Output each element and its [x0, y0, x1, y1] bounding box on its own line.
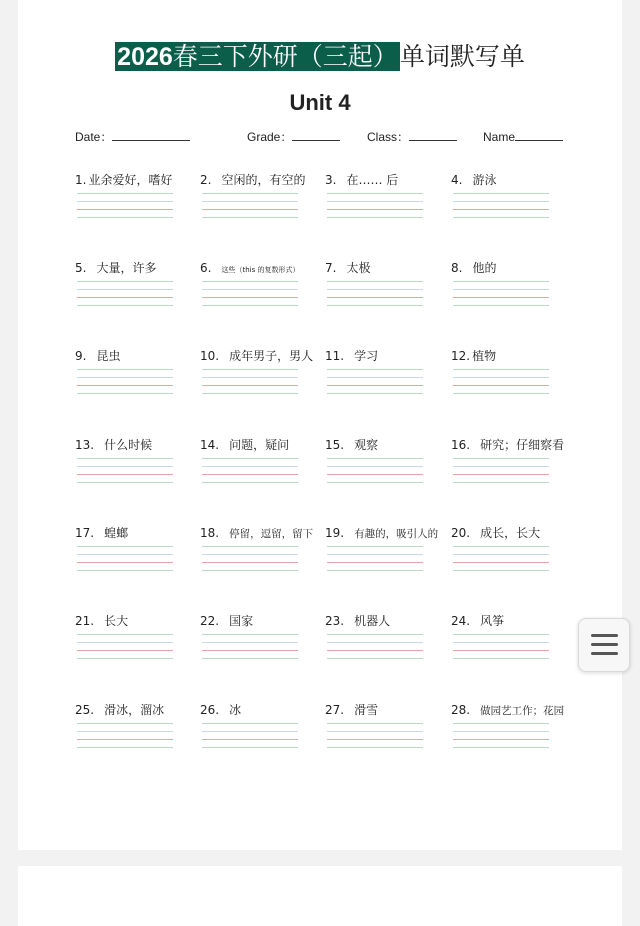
worksheet-page — [18, 0, 622, 850]
writing-line — [453, 739, 549, 740]
word-label — [451, 613, 504, 629]
writing-line — [453, 369, 549, 370]
writing-line — [77, 723, 173, 724]
word-item — [325, 437, 447, 497]
writing-line — [327, 385, 423, 386]
word-item — [200, 702, 322, 762]
word-item — [75, 172, 197, 232]
word-meaning: 停留，逗留，留下 — [229, 528, 314, 540]
writing-line — [453, 201, 549, 202]
word-label — [325, 613, 390, 629]
writing-line — [77, 201, 173, 202]
word-number: 17. — [75, 526, 95, 540]
writing-line — [453, 217, 549, 218]
word-item — [325, 172, 447, 232]
word-label — [451, 260, 496, 276]
writing-line — [202, 305, 298, 306]
word-label — [75, 172, 172, 188]
writing-line — [453, 723, 549, 724]
writing-line — [77, 193, 173, 194]
writing-line — [77, 474, 173, 475]
writing-line — [327, 377, 423, 378]
word-number: 28. — [451, 703, 471, 717]
writing-line — [453, 289, 549, 290]
writing-line — [453, 650, 549, 651]
writing-line — [202, 731, 298, 732]
title-highlight: 2026春三下外研（三起） — [117, 42, 398, 71]
writing-line — [453, 466, 549, 467]
writing-line — [327, 193, 423, 194]
writing-line — [453, 570, 549, 571]
word-label — [75, 702, 164, 718]
word-number: 23. — [325, 614, 345, 628]
writing-line — [202, 747, 298, 748]
writing-line — [327, 739, 423, 740]
writing-line — [327, 201, 423, 202]
writing-line — [77, 377, 173, 378]
hamburger-menu-icon[interactable] — [578, 618, 630, 672]
unit-heading: Unit 4 — [289, 90, 351, 115]
word-meaning: 问题，疑问 — [229, 438, 290, 452]
writing-line — [327, 209, 423, 210]
writing-line — [453, 377, 549, 378]
writing-line — [453, 458, 549, 459]
word-item — [75, 702, 197, 762]
word-label — [200, 260, 299, 278]
writing-line — [202, 474, 298, 475]
writing-line — [77, 562, 173, 563]
word-number: 19. — [325, 526, 345, 540]
word-item — [325, 260, 447, 320]
writing-line — [453, 209, 549, 210]
word-label — [200, 172, 305, 188]
writing-line — [327, 289, 423, 290]
writing-line — [453, 731, 549, 732]
writing-line — [77, 546, 173, 547]
word-item — [75, 437, 197, 497]
writing-line — [77, 466, 173, 467]
word-item — [200, 172, 322, 232]
word-meaning: 冰 — [229, 703, 242, 717]
writing-line — [202, 650, 298, 651]
writing-line — [453, 642, 549, 643]
writing-line — [453, 562, 549, 563]
writing-line — [77, 385, 173, 386]
worksheet-title — [18, 40, 622, 74]
word-label — [325, 525, 438, 542]
writing-line — [327, 281, 423, 282]
word-meaning: 在…… 后 — [346, 173, 399, 187]
writing-line — [202, 739, 298, 740]
word-number: 26. — [200, 703, 220, 717]
writing-line — [327, 474, 423, 475]
word-number: 24. — [451, 614, 471, 628]
word-number: 20. — [451, 526, 471, 540]
writing-line — [77, 482, 173, 483]
writing-line — [77, 642, 173, 643]
word-meaning: 昆虫 — [96, 349, 121, 363]
writing-line — [327, 546, 423, 547]
writing-line — [77, 458, 173, 459]
word-item — [75, 260, 197, 320]
word-number: 6. — [200, 261, 212, 275]
word-number: 14. — [200, 438, 220, 452]
word-number: 10. — [200, 349, 220, 363]
word-label — [200, 613, 253, 629]
word-number: 4. — [451, 173, 463, 187]
writing-line — [202, 570, 298, 571]
word-meaning: 国家 — [229, 614, 254, 628]
writing-line — [202, 193, 298, 194]
writing-line — [202, 281, 298, 282]
word-meaning: 什么时候 — [104, 438, 153, 452]
writing-line — [327, 747, 423, 748]
date-field: Date： — [75, 128, 190, 146]
word-item — [451, 348, 573, 408]
writing-line — [327, 393, 423, 394]
writing-line — [327, 305, 423, 306]
writing-line — [453, 554, 549, 555]
writing-line — [77, 297, 173, 298]
writing-line — [202, 658, 298, 659]
writing-line — [202, 217, 298, 218]
word-number: 11. — [325, 349, 345, 363]
writing-line — [77, 393, 173, 394]
writing-line — [202, 723, 298, 724]
writing-line — [453, 305, 549, 306]
writing-line — [327, 458, 423, 459]
word-meaning: 游泳 — [472, 173, 497, 187]
word-number: 1. — [75, 173, 87, 187]
writing-line — [202, 209, 298, 210]
word-label — [325, 348, 378, 364]
writing-line — [453, 482, 549, 483]
word-item — [451, 437, 573, 497]
word-item — [75, 348, 197, 408]
writing-line — [202, 377, 298, 378]
writing-line — [453, 658, 549, 659]
word-label — [200, 437, 289, 453]
writing-line — [327, 650, 423, 651]
word-meaning: 大量，许多 — [96, 261, 157, 275]
word-item — [200, 525, 322, 585]
word-number: 18. — [200, 526, 220, 540]
writing-line — [453, 634, 549, 635]
writing-line — [453, 297, 549, 298]
word-meaning: 学习 — [354, 349, 379, 363]
writing-line — [202, 289, 298, 290]
writing-line — [453, 385, 549, 386]
word-meaning: 滑雪 — [354, 703, 379, 717]
word-label — [325, 260, 370, 276]
writing-line — [453, 281, 549, 282]
writing-line — [202, 634, 298, 635]
word-number: 7. — [325, 261, 337, 275]
word-item — [451, 172, 573, 232]
writing-line — [327, 642, 423, 643]
writing-line — [327, 217, 423, 218]
word-number: 2. — [200, 173, 212, 187]
word-meaning: 植物 — [472, 349, 497, 363]
word-meaning: 业余爱好，嗜好 — [88, 173, 173, 187]
title-rest: 单词默写单 — [399, 42, 525, 71]
word-number: 9. — [75, 349, 87, 363]
writing-line — [202, 385, 298, 386]
word-label — [451, 172, 496, 188]
word-label — [75, 260, 156, 276]
word-meaning: 他的 — [472, 261, 497, 275]
word-meaning: 机器人 — [354, 614, 391, 628]
writing-line — [202, 297, 298, 298]
writing-line — [202, 554, 298, 555]
word-meaning: 长大 — [104, 614, 129, 628]
word-label — [75, 525, 128, 541]
word-item — [451, 702, 573, 762]
word-meaning: 成长，长大 — [480, 526, 541, 540]
word-meaning: 研究；仔细察看 — [480, 438, 565, 452]
word-meaning: 风筝 — [480, 614, 505, 628]
writing-line — [327, 297, 423, 298]
word-meaning: 蝗螂 — [104, 526, 129, 540]
writing-line — [453, 393, 549, 394]
word-meaning: 成年男子，男人 — [229, 349, 314, 363]
word-label — [75, 613, 128, 629]
writing-line — [77, 739, 173, 740]
writing-line — [202, 458, 298, 459]
writing-line — [77, 731, 173, 732]
writing-line — [453, 474, 549, 475]
word-label — [200, 702, 241, 718]
writing-line — [327, 554, 423, 555]
writing-line — [77, 305, 173, 306]
word-number: 22. — [200, 614, 220, 628]
word-label — [75, 348, 120, 364]
word-label — [451, 525, 540, 541]
word-number: 3. — [325, 173, 337, 187]
writing-line — [327, 634, 423, 635]
writing-line — [327, 562, 423, 563]
writing-line — [453, 193, 549, 194]
writing-line — [77, 650, 173, 651]
writing-line — [202, 562, 298, 563]
word-label — [75, 437, 152, 453]
writing-line — [202, 393, 298, 394]
class-field: Class： — [367, 128, 457, 146]
writing-line — [327, 369, 423, 370]
word-number: 5. — [75, 261, 87, 275]
word-item — [451, 260, 573, 320]
writing-line — [327, 731, 423, 732]
word-number: 15. — [325, 438, 345, 452]
word-label — [451, 437, 564, 453]
writing-line — [327, 570, 423, 571]
writing-line — [202, 546, 298, 547]
word-item — [200, 437, 322, 497]
grade-field: Grade： — [247, 128, 340, 146]
word-number: 27. — [325, 703, 345, 717]
writing-line — [327, 723, 423, 724]
writing-line — [453, 747, 549, 748]
word-meaning: 空闲的，有空的 — [221, 173, 306, 187]
word-item — [200, 348, 322, 408]
writing-line — [77, 209, 173, 210]
writing-line — [202, 642, 298, 643]
name-field: Name — [483, 128, 563, 146]
word-meaning: 有趣的，吸引人的 — [354, 528, 439, 540]
word-label — [325, 437, 378, 453]
writing-line — [77, 634, 173, 635]
word-number: 12. — [451, 349, 471, 363]
word-number: 25. — [75, 703, 95, 717]
word-meaning: 太极 — [346, 261, 371, 275]
word-label — [325, 172, 398, 188]
writing-line — [453, 546, 549, 547]
writing-line — [327, 466, 423, 467]
writing-line — [327, 482, 423, 483]
word-number: 8. — [451, 261, 463, 275]
word-label — [451, 348, 496, 364]
word-label — [451, 702, 564, 719]
writing-line — [77, 658, 173, 659]
writing-line — [77, 369, 173, 370]
writing-line — [77, 570, 173, 571]
word-item — [325, 613, 447, 673]
word-item — [200, 260, 322, 320]
word-label — [200, 525, 313, 542]
word-number: 16. — [451, 438, 471, 452]
word-item — [325, 348, 447, 408]
writing-line — [202, 466, 298, 467]
word-item — [325, 525, 447, 585]
writing-line — [77, 289, 173, 290]
writing-line — [77, 747, 173, 748]
word-item — [75, 613, 197, 673]
writing-line — [77, 217, 173, 218]
word-meaning: 滑冰，溜冰 — [104, 703, 165, 717]
word-number: 21. — [75, 614, 95, 628]
writing-line — [327, 658, 423, 659]
word-item — [75, 525, 197, 585]
writing-line — [202, 482, 298, 483]
word-item — [451, 525, 573, 585]
word-meaning: 这些（this 的复数形式） — [221, 266, 300, 274]
word-meaning: 做园艺工作；花园 — [480, 705, 565, 717]
writing-line — [202, 369, 298, 370]
word-item — [325, 702, 447, 762]
word-label — [200, 348, 313, 364]
word-item — [200, 613, 322, 673]
word-item — [451, 613, 573, 673]
writing-line — [77, 281, 173, 282]
word-number: 13. — [75, 438, 95, 452]
next-page — [18, 866, 622, 926]
writing-line — [202, 201, 298, 202]
word-meaning: 观察 — [354, 438, 379, 452]
writing-line — [77, 554, 173, 555]
word-label — [325, 702, 378, 718]
